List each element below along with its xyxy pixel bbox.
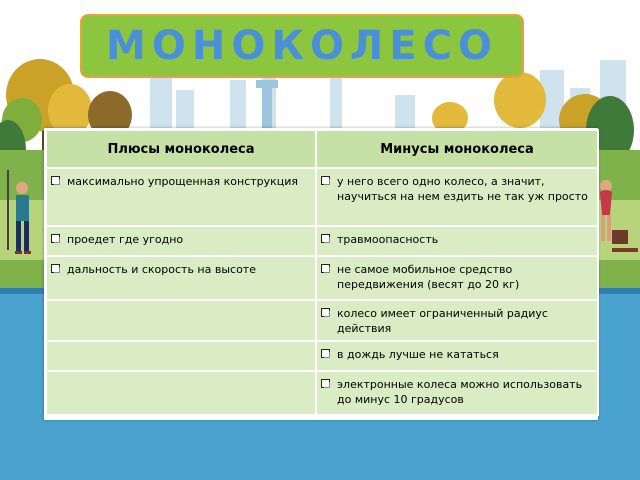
pro-item	[51, 262, 311, 277]
slide-title: МОНОКОЛЕСО	[106, 23, 498, 69]
header-pros: Плюсы моноколеса	[46, 130, 316, 168]
con-cell	[316, 226, 598, 256]
pro-cell-empty	[46, 341, 316, 371]
pro-cell-empty	[46, 300, 316, 341]
table-row	[46, 341, 598, 371]
con-cell	[316, 256, 598, 300]
con-item	[321, 232, 593, 247]
con-item	[321, 262, 593, 292]
checkbox-bullet-icon	[321, 379, 330, 388]
con-item	[321, 174, 593, 204]
checkbox-bullet-icon	[51, 176, 60, 185]
pro-cell-empty	[46, 371, 316, 415]
con-item	[321, 306, 593, 336]
pro-cell	[46, 168, 316, 226]
table-row	[46, 256, 598, 300]
con-cell	[316, 341, 598, 371]
checkbox-bullet-icon	[321, 349, 330, 358]
con-item	[321, 377, 593, 407]
con-text: не самое мобильное средство передвижения (весят до 20 кг)	[337, 263, 520, 291]
table-row	[46, 371, 598, 415]
con-cell	[316, 300, 598, 341]
table-header-row	[46, 130, 598, 168]
con-item	[321, 347, 593, 362]
pros-cons-table-container	[44, 128, 598, 420]
checkbox-bullet-icon	[51, 234, 60, 243]
pro-item	[51, 174, 311, 189]
con-text: у него всего одно колесо, а значит, научиться на нем ездить не так уж просто	[337, 175, 588, 203]
header-cons: Минусы моноколеса	[316, 130, 598, 168]
checkbox-bullet-icon	[321, 308, 330, 317]
table-row	[46, 226, 598, 256]
con-text: колесо имеет ограниченный радиус действия	[337, 307, 548, 335]
pro-text: дальность и скорость на высоте	[67, 263, 256, 276]
con-cell	[316, 168, 598, 226]
pro-text: проедет где угодно	[67, 233, 184, 246]
checkbox-bullet-icon	[321, 264, 330, 273]
checkbox-bullet-icon	[321, 234, 330, 243]
con-cell	[316, 371, 598, 415]
con-text: электронные колеса можно использовать до минус 10 градусов	[337, 378, 583, 406]
checkbox-bullet-icon	[51, 264, 60, 273]
pro-cell	[46, 226, 316, 256]
con-text: в дождь лучше не кататься	[337, 348, 499, 361]
checkbox-bullet-icon	[321, 176, 330, 185]
con-text: травмоопасность	[337, 233, 439, 246]
table-row	[46, 168, 598, 226]
pro-item	[51, 232, 311, 247]
pro-text: максимально упрощенная конструкция	[67, 175, 299, 188]
table-row	[46, 300, 598, 341]
pros-cons-table	[45, 129, 599, 416]
pro-cell	[46, 256, 316, 300]
